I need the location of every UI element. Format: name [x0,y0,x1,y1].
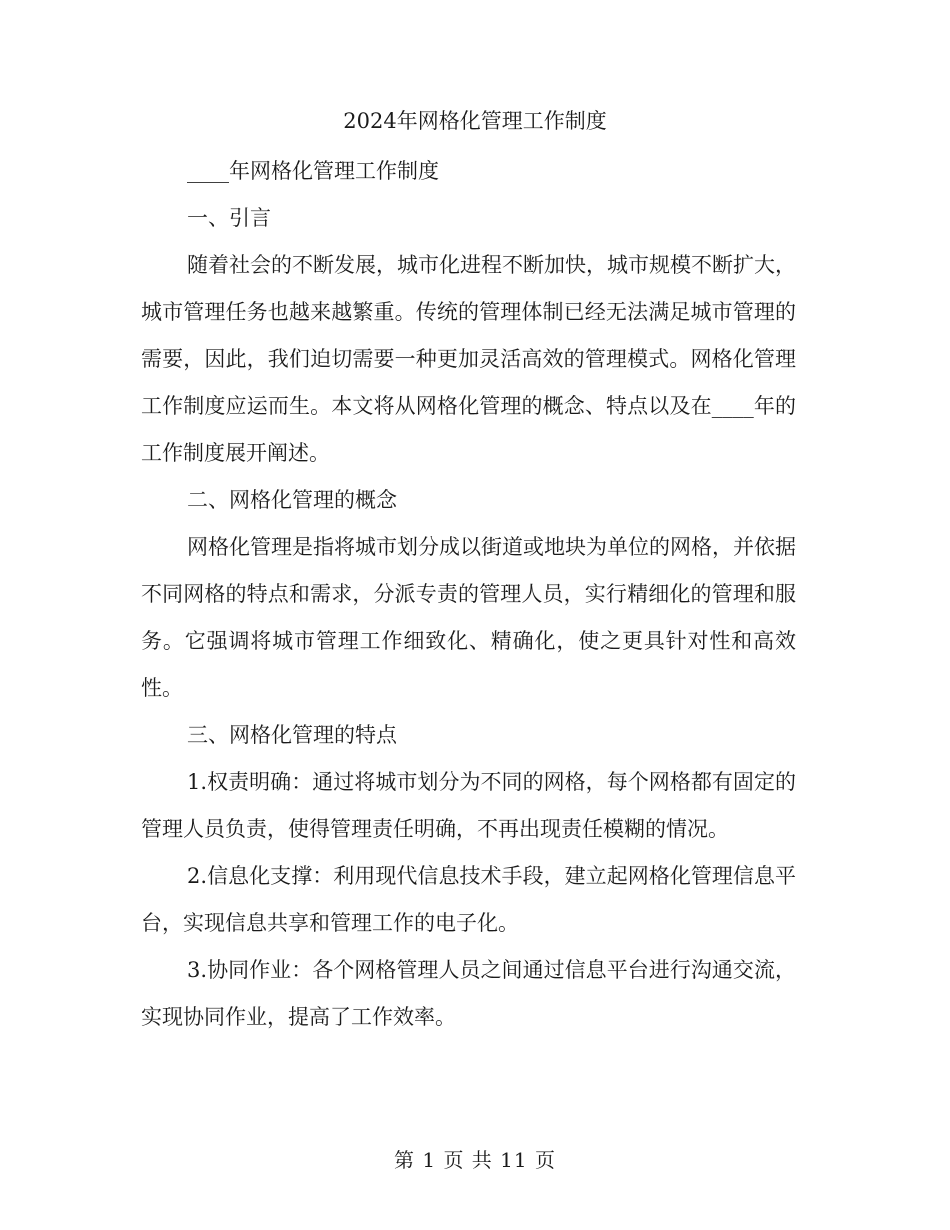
page-footer [0,1146,950,1174]
section-heading-features: 三、网格化管理的特点 [187,723,397,747]
subtitle-paragraph: ____年网格化管理工作制度 [187,159,439,183]
list-item: 1.权责明确：通过将城市划分为不同的网格，每个网格都有固定的管理人员负责，使得管理责任明确，不再出现责任模糊的情况。 [141,770,796,841]
body-paragraph: 网格化管理是指将城市划分成以街道或地块为单位的网格，并依据不同网格的特点和需求，分派专责的管理人员，实行精细化的管理和服务。它强调将城市管理工作细致化、精确化，使之更具针对性和高效性。 [141,535,796,700]
page-indicator: 第 1 页 共 11 页 [394,1148,556,1172]
list-item: 2.信息化支撑：利用现代信息技术手段，建立起网格化管理信息平台，实现信息共享和管理工作的电子化。 [141,864,796,935]
section-heading-introduction: 一、引言 [187,206,271,230]
document-body [141,148,796,1041]
body-paragraph: 随着社会的不断发展，城市化进程不断加快，城市规模不断扩大，城市管理任务也越来越繁重。传统的管理体制已经无法满足城市管理的需要，因此，我们迫切需要一种更加灵活高效的管理模式。网格化管理工作制度应运而生。本文将从网格化管理的概念、特点以及在____年的工作制度展开阐述。 [141,253,796,465]
document-title: 2024年网格化管理工作制度 [343,109,607,133]
list-item: 3.协同作业：各个网格管理人员之间通过信息平台进行沟通交流，实现协同作业，提高了工作效率。 [141,958,796,1029]
section-heading-concept: 二、网格化管理的概念 [187,488,397,512]
